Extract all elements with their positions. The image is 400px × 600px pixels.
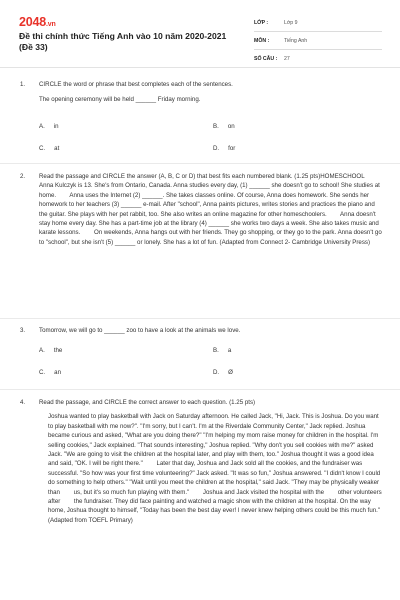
option-text: the: [53, 347, 63, 354]
section-divider: [0, 318, 400, 319]
option-letter: D.: [213, 145, 220, 152]
meta-value: Lớp 9: [284, 19, 298, 26]
option-letter: C.: [39, 145, 46, 152]
question-sentence: The opening ceremony will be held ______ Friday morning.: [39, 96, 201, 104]
option-c[interactable]: [39, 368, 61, 377]
option-c[interactable]: [39, 144, 59, 153]
question-3: [20, 326, 384, 386]
logo-main: 2048: [19, 15, 47, 29]
option-text: for: [228, 145, 236, 152]
option-d[interactable]: [213, 144, 235, 153]
option-text: Ø: [228, 369, 233, 376]
option-d[interactable]: [213, 368, 233, 377]
option-b[interactable]: [213, 346, 231, 355]
question-number: 1.: [20, 81, 26, 88]
question-instruction: Read the passage, and CIRCLE the correct answer to each question. (1.25 pts): [39, 399, 256, 406]
option-text: at: [54, 145, 60, 152]
question-body: [39, 326, 384, 335]
meta-row-count: [254, 50, 382, 68]
question-sentence: Tomorrow, we will go to ______ zoo to have a look at the animals we love.: [39, 327, 241, 334]
option-letter: B.: [213, 347, 219, 354]
exam-meta: [254, 14, 382, 68]
question-body: [39, 398, 384, 525]
question-2: [20, 172, 384, 320]
question-body: [39, 80, 384, 105]
option-letter: D.: [213, 369, 220, 376]
option-a[interactable]: [39, 122, 59, 131]
option-letter: A.: [39, 123, 45, 130]
logo-suffix: .vn: [46, 21, 56, 28]
meta-label: LỚP :: [254, 19, 269, 26]
question-passage: Joshua wanted to play basketball with Jack on Saturday afternoon. He called Jack, "Hi, Jack. This is Joshua. Do you want to play basketball with me now?". "I'm sorry, but I can't. I'm at the Riverdale Community Center," Jack replied. Joshua became curious and asked, "What are you doing there?" "I'm helping my mom raise money for children in the hospital. I'm selling cookies," Jack explained. "That sounds interesting," Joshua replied. "Why don't you sell cookies with me?" asked Jack. "We are going to visit the children at the hospital later, and play with them, too." Joshua thought it was a good idea and said, "OK. I will be right there." Later that day, Joshua and Jack sold all the cookies, and the fundraiser was successful. "So how was your first time volunteering?" Jack asked. "It was so fun," Joshua answered. "I didn't know I could do something to help others." "Wait until you meet the children at the hospital," said Jack. "They may be physically weaker than us, but it's so much fun playing with them." Joshua and Jack visited the hospital with the other volunteers after the fundraiser. They did face painting and watched a magic show with the children at the hospital. On the way home, Joshua thought to himself, "Today has been the best day ever! I never knew helping others could be this much fun." (Adapted from TOEFL Primary): [48, 413, 384, 524]
option-text: on: [227, 123, 235, 130]
meta-label: SỐ CÂU :: [254, 55, 278, 62]
question-number: 4.: [20, 399, 26, 406]
question-number: 2.: [20, 173, 26, 180]
document-title: Đề thi chính thức Tiếng Anh vào 10 năm 2020-2021 (Đề 33): [19, 31, 227, 52]
header-divider: [0, 67, 400, 68]
question-1: [20, 80, 384, 160]
option-letter: A.: [39, 347, 45, 354]
option-b[interactable]: [213, 122, 235, 131]
question-body: [39, 172, 384, 247]
option-letter: B.: [213, 123, 219, 130]
question-4: [20, 398, 384, 598]
meta-label: MÔN :: [254, 37, 270, 44]
option-text: in: [53, 123, 59, 130]
section-divider: [0, 163, 400, 164]
question-instruction: CIRCLE the word or phrase that best completes each of the sentences.: [39, 81, 233, 88]
option-letter: C.: [39, 369, 46, 376]
meta-row-class: [254, 14, 382, 32]
site-logo[interactable]: [19, 15, 56, 29]
meta-value: Tiếng Anh: [284, 37, 308, 44]
question-number: 3.: [20, 327, 26, 334]
meta-value: 27: [284, 55, 290, 62]
question-passage: Read the passage and CIRCLE the answer (A, B, C or D) that best fits each numbered blank. (1.25 pts)HOMESCHOOL Anna Kulczyk is 13. She's from Ontario, Canada. Anna studies every day, (1) ______ she doesn't go to school! She studies at home. Anna uses the Internet (2) ______. She takes classes online. Of course, Anna does homework. She sends her homework to her teachers (3) ______ e-mail. After "school", Anna paints pictures, writes stories and practices the piano and the guitar. She plays with her pet rabbit, too. She also writes an online magazine for other homeschoolers. Anna doesn't stay home every day. She has a part-time job at the library (4) ______ she works two days a week. She also takes music and karate lessons. On weekends, Anna hangs out with her friends. They go shopping, or they go to the park. Anna doesn't go to "school", but she isn't (5) ______ or lonely. She has a lot of fun. (Adapted from Connect 2- Cambridge University Press): [39, 173, 384, 246]
option-a[interactable]: [39, 346, 62, 355]
option-text: a: [227, 347, 232, 354]
meta-row-subject: [254, 32, 382, 50]
option-text: an: [54, 369, 61, 376]
section-divider: [0, 389, 400, 390]
